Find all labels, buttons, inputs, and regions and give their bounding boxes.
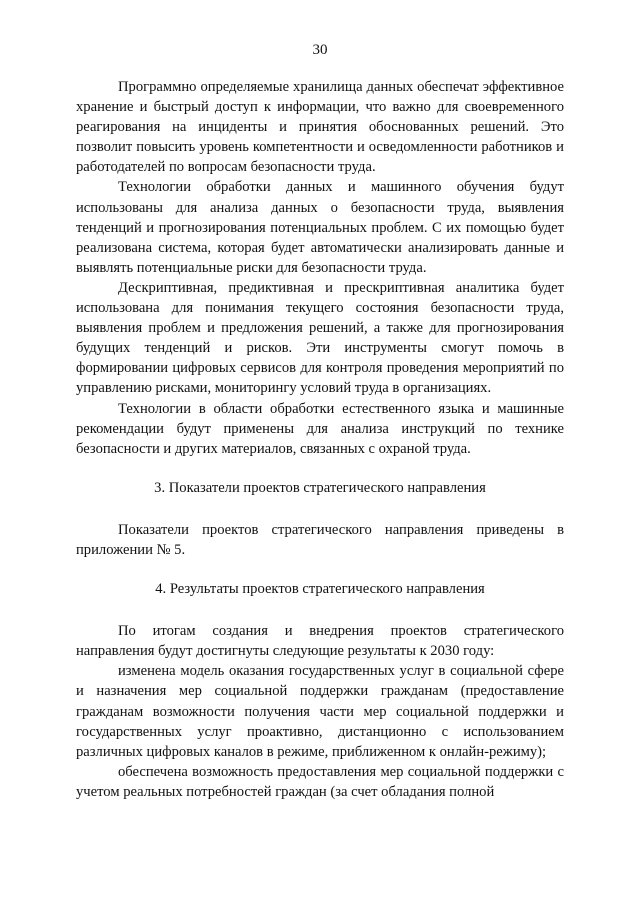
page-content [76,77,564,802]
page-number: 30 [312,42,328,58]
section-3-heading: 3. Показатели проектов стратегического направления [154,479,486,496]
paragraph-machine-learning: Технологии обработки данных и машинного обучения будут использованы для анализа данных о безопасности труда, выявления тенденций и прогнозирования потенциальных проблем. С их помощью будет реализована система, которая будет автоматически анализировать данные и выявлять потенциальные риски для безопасности труда. [76,179,564,276]
section-4-intro: По итогам создания и внедрения проектов стратегического направления будут достигнуты следующие результаты к 2030 году: [76,623,564,660]
section-4-result-2: обеспечена возможность предоставления мер социальной поддержки с учетом реальных потребностей граждан (за счет обладания полной [76,763,564,800]
paragraph-storage: Программно определяемые хранилища данных обеспечат эффективное хранение и быстрый доступ к информации, что важно для своевременного реагирования на инциденты и принятия обоснованных решений. Это позволит повысить уровень компетентности и осведомленности работников и работодателей по вопросам безопасности труда. [76,79,564,176]
section-3-paragraph: Показатели проектов стратегического направления приведены в приложении № 5. [76,521,564,558]
paragraph-analytics: Дескриптивная, предиктивная и прескриптивная аналитика будет использована для понимания текущего состояния безопасности труда, выявления проблем и предложения решений, а также для прогнозирования будущих тенденций и рисков. Эти инструменты смогут помочь в формировании цифровых сервисов для контроля проведения мероприятий по управлению рисками, мониторингу условий труда в организациях. [76,279,564,397]
paragraph-nlp: Технологии в области обработки естественного языка и машинные рекомендации будут применены для анализа инструкций по технике безопасности и других материалов, связанных с охраной труда. [76,400,564,457]
section-4-result-1: изменена модель оказания государственных услуг в социальной сфере и назначения мер социальной поддержки гражданам (предоставление гражданам возможности получения части мер социальной поддержки и государственных услуг проактивно, дистанционно с использованием различных цифровых каналов в режиме, приближенном к онлайн-режиму); [76,663,564,760]
section-4-heading: 4. Результаты проектов стратегического направления [155,581,485,598]
